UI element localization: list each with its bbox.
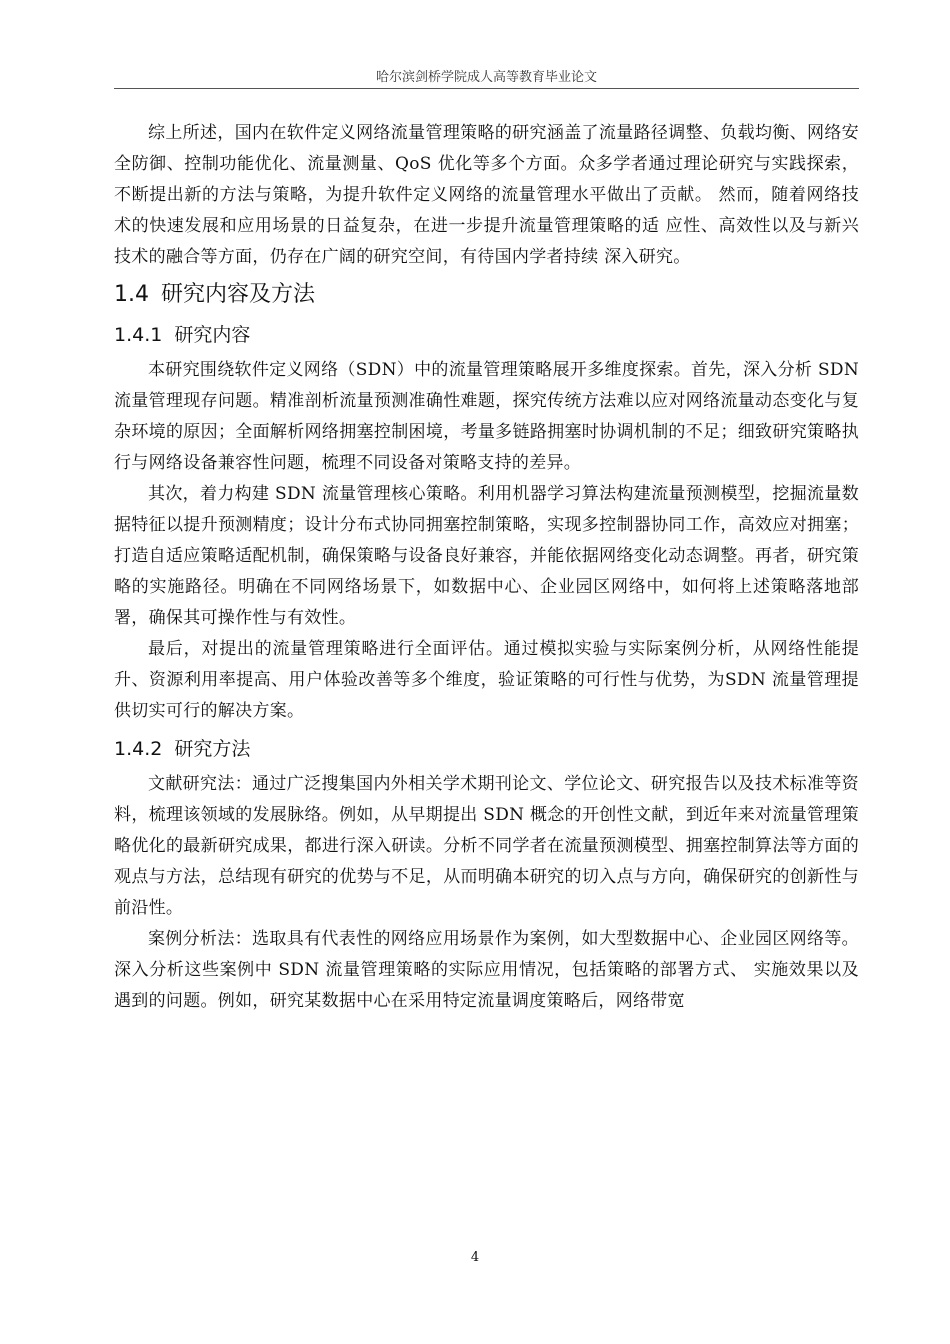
subsection-heading-1-4-1: [114, 319, 859, 351]
section-number: 1.4: [114, 282, 149, 307]
research-method-paragraph: 案例分析法：选取具有代表性的网络应用场景作为案例，如大型数据中心、企业园区网络等。深入分析这些案例中 SDN 流量管理策略的实际应用情况，包括策略的部署方式、 实施效果以及遇到的问题。例如，研究某数据中心在采用特定流量调度策略后，网络带宽: [114, 929, 859, 1011]
research-content-paragraph: 最后，对提出的流量管理策略进行全面评估。通过模拟实验与实际案例分析，从网络性能提升、资源利用率提高、用户体验改善等多个维度，验证策略的可行性与优势，为SDN 流量管理提供切实可行的解决方案。: [114, 639, 859, 721]
header-divider: [114, 88, 859, 89]
research-method-paragraph: 文献研究法：通过广泛搜集国内外相关学术期刊论文、学位论文、研究报告以及技术标准等资料，梳理该领域的发展脉络。例如，从早期提出 SDN 概念的开创性文献，到近年来对流量管理策略优化的最新研究成果，都进行深入研读。分析不同学者在流量预测模型、拥塞控制算法等方面的观点与方法，总结现有研究的优势与不足，从而明确本研究的切入点与方向，确保研究的创新性与前沿性。: [114, 774, 859, 918]
subsection-title: 研究内容: [174, 324, 251, 346]
research-content-paragraph: 其次，着力构建 SDN 流量管理核心策略。利用机器学习算法构建流量预测模型，挖掘流量数据特征以提升预测精度；设计分布式协同拥塞控制策略，实现多控制器协同工作，高效应对拥塞；打造自适应策略适配机制，确保策略与设备良好兼容，并能依据网络变化动态调整。再者，研究策略的实施路径。明确在不同网络场景下，如数据中心、企业园区网络中，如何将上述策略落地部署，确保其可操作性与有效性。: [114, 484, 859, 628]
subsection-heading-1-4-2: [114, 733, 859, 765]
section-heading-1-4: [114, 277, 859, 313]
page-header-title: 哈尔滨剑桥学院成人高等教育毕业论文: [375, 70, 597, 85]
page-body: [114, 118, 859, 1017]
page-number: 4: [470, 1250, 480, 1265]
subsection-number: 1.4.2: [114, 738, 163, 760]
subsection-number: 1.4.1: [114, 324, 163, 346]
research-content-paragraph: 本研究围绕软件定义网络（SDN）中的流量管理策略展开多维度探索。首先，深入分析 SDN 流量管理现存问题。精准剖析流量预测准确性难题，探究传统方法难以应对网络流量动态变化与复杂环境的原因；全面解析网络拥塞控制困境，考量多链路拥塞时协调机制的不足；细致研究策略执行与网络设备兼容性问题，梳理不同设备对策略支持的差异。: [114, 360, 859, 473]
intro-paragraph: 综上所述，国内在软件定义网络流量管理策略的研究涵盖了流量路径调整、负载均衡、网络安全防御、控制功能优化、流量测量、QoS 优化等多个方面。众多学者通过理论研究与实践探索，不断提出新的方法与策略，为提升软件定义网络的流量管理水平做出了贡献。 然而，随着网络技术的快速发展和应用场景的日益复杂，在进一步提升流量管理策略的适 应性、高效性以及与新兴技术的融合等方面，仍存在广阔的研究空间，有待国内学者持续 深入研究。: [114, 123, 859, 267]
subsection-title: 研究方法: [174, 738, 251, 760]
section-title: 研究内容及方法: [161, 282, 316, 307]
